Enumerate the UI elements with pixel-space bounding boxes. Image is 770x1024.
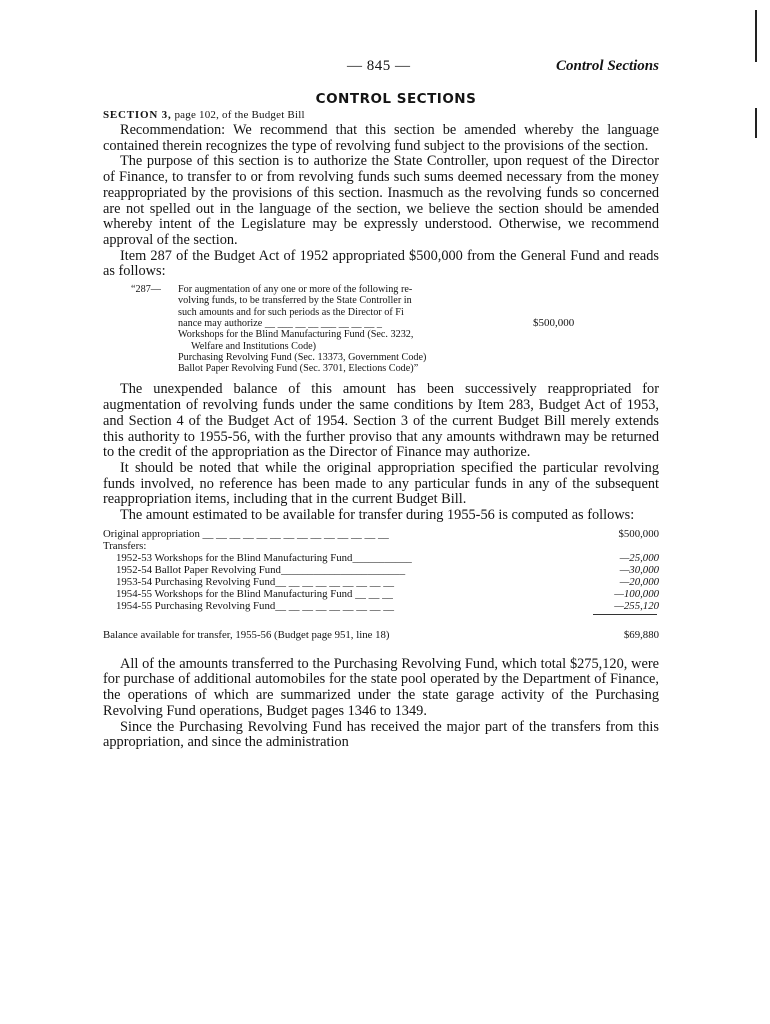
- table-row: [103, 588, 659, 600]
- row-amount: —30,000: [619, 563, 659, 576]
- section-location: page 102, of the Budget Bill: [174, 109, 305, 121]
- row-label: Balance available for transfer, 1955-56 (Budget page 951, line 18): [103, 628, 390, 641]
- table-row: [103, 552, 659, 564]
- section-reference: [103, 109, 659, 121]
- table-row-total: [103, 629, 659, 641]
- paragraph: All of the amounts transferred to the Purchasing Revolving Fund, which total $275,120, were for purchase of additional automobiles for the state pool operated by the Department of Finance, the operations of which are summarized under the state garage activity of the Purchasing Revolving Fund operations, Budget pages 1346 to 1349.: [103, 655, 659, 719]
- row-label: Original appropriation __ __ __ __ __ __ __ __ __ __ __ __ __ __: [103, 527, 389, 540]
- scan-edge-line: [755, 108, 757, 138]
- fund-line: Workshops for the Blind Manufacturing Fund (Sec. 3232,: [178, 329, 414, 341]
- row-amount: —25,000: [619, 551, 659, 564]
- row-amount: —20,000: [619, 575, 659, 588]
- table-row: [103, 600, 659, 612]
- row-amount: $500,000: [618, 527, 659, 540]
- row-label: 1952-53 Workshops for the Blind Manufacturing Fund___________: [116, 551, 412, 564]
- quote-line: volving funds, to be transferred by the State Controller in: [178, 295, 412, 307]
- quoted-item-287: [103, 284, 659, 374]
- table-row: [103, 528, 659, 540]
- row-label: 1952-54 Ballot Paper Revolving Fund_______________________: [116, 563, 406, 576]
- running-header: [103, 58, 659, 80]
- row-amount: —100,000: [614, 587, 659, 600]
- item-number: “287—: [131, 284, 161, 296]
- quote-line: nance may authorize __ ___ __ __ ___ __ __ __ _: [178, 317, 382, 329]
- row-amount: $69,880: [623, 628, 659, 641]
- paragraph: The unexpended balance of this amount has been successively reappropriated for augmentation of revolving funds under the same conditions by Item 283, Budget Act of 1953, and Section 4 of the Budget Act of 1954. Section 3 of the current Budget Bill merely extends this authority to 1955-56, with the further proviso that any amounts withdrawn may be returned to the credit of the appropriation as the Director of Finance may authorize.: [103, 381, 659, 461]
- section-label: SECTION 3,: [103, 109, 172, 121]
- row-label: 1954-55 Purchasing Revolving Fund__ __ __ __ __ __ __ __ __: [116, 599, 395, 612]
- row-amount: —255,120: [614, 599, 659, 612]
- sum-rule: [103, 612, 659, 618]
- paragraph: The purpose of this section is to authorize the State Controller, upon request of the Director of Finance, to transfer to or from revolving funds such sums deemed necessary from the money reappropriated by the provisions of this section. Inasmuch as the revolving funds so concerned are not spelled out in the language of the section, we believe the section should be amended whereby intent of the Legislature may be expressly understood. Otherwise, we recommend approval of the section.: [103, 153, 659, 248]
- paragraph: It should be noted that while the original appropriation specified the particular revolving funds involved, no reference has been made to any particular funds in any of the subsequent reappropriation items, including that in the current Budget Bill.: [103, 459, 659, 508]
- fund-line: Ballot Paper Revolving Fund (Sec. 3701, Elections Code)”: [178, 363, 419, 375]
- section-heading: CONTROL SECTIONS: [315, 91, 477, 107]
- row-label: 1953-54 Purchasing Revolving Fund__ __ __ __ __ __ __ __ __: [116, 575, 395, 588]
- appropriation-amount: $500,000: [533, 316, 575, 329]
- running-title: Control Sections: [556, 58, 659, 74]
- scan-edge-line: [755, 10, 757, 62]
- computation-table: [103, 528, 659, 641]
- table-row: [103, 576, 659, 588]
- fund-line: Welfare and Institutions Code): [191, 340, 317, 352]
- paragraph: The amount estimated to be available for transfer during 1955-56 is computed as follows:: [120, 507, 635, 524]
- paragraph: Recommendation: We recommend that this section be amended whereby the language contained therein recognizes the type of revolving fund subject to the provisions of the section.: [103, 122, 659, 154]
- paragraph: Item 287 of the Budget Act of 1952 appropriated $500,000 from the General Fund and reads as follows:: [103, 247, 659, 280]
- page-number: — 845 —: [347, 58, 411, 74]
- paragraph: Since the Purchasing Revolving Fund has received the major part of the transfers from this appropriation, and since the administration: [103, 718, 659, 751]
- quote-line: such amounts and for such periods as the Director of Fi: [178, 306, 404, 318]
- fund-line: Purchasing Revolving Fund (Sec. 13373, Government Code): [178, 351, 427, 363]
- row-label: 1954-55 Workshops for the Blind Manufacturing Fund __ __ __: [116, 587, 393, 600]
- quote-line: For augmentation of any one or more of the following re-: [178, 284, 413, 296]
- transfers-label: Transfers:: [103, 539, 147, 552]
- table-row: [103, 564, 659, 576]
- document-page: [103, 58, 659, 751]
